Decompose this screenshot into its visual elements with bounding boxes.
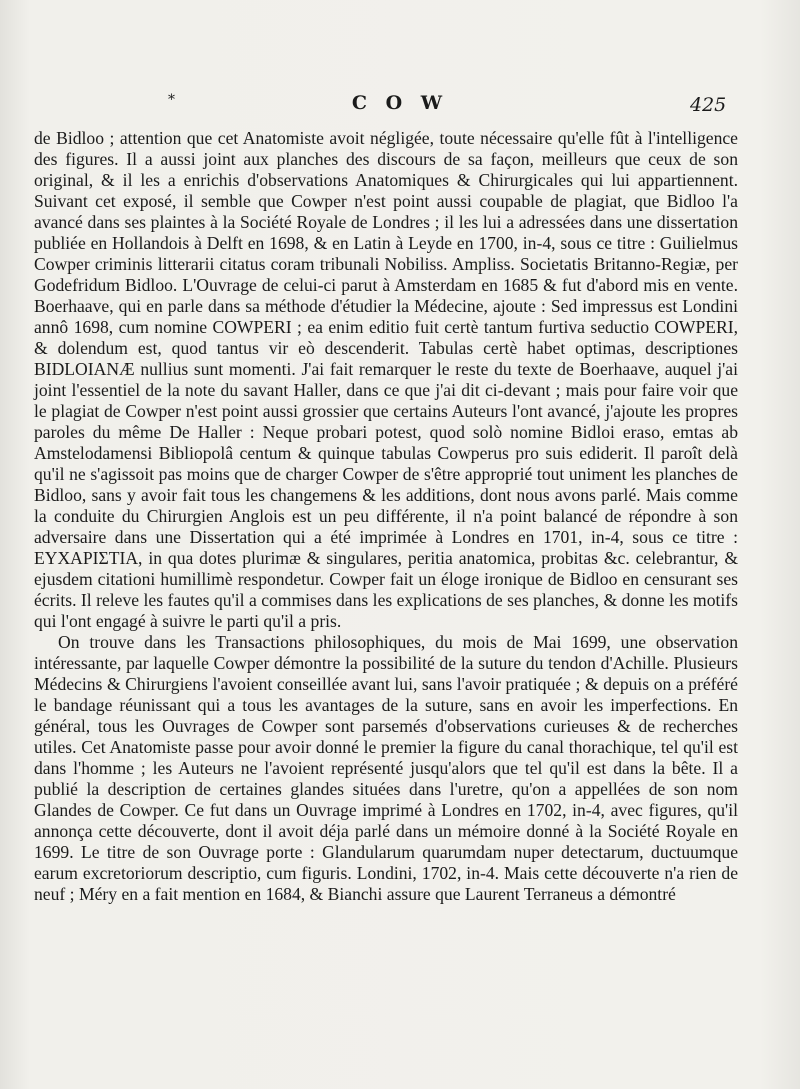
page-header	[0, 92, 800, 122]
ornament-mark: *	[168, 92, 175, 108]
page-number: 425	[690, 94, 727, 116]
paragraph-1: de Bidloo ; attention que cet Anatomiste avoit négligée, toute nécessaire qu'elle fût à l'intelligence des figures. Il a aussi joint aux planches des discours de sa façon, meilleurs que ceux de son original, & il les a enrichis d'observations Anatomiques & Chirurgicales qui lui appartiennent. Suivant cet exposé, il semble que Cowper n'est point aussi coupable de plagiat, que Bidloo l'a avancé dans ses plaintes à la Société Royale de Londres ; il les lui a adressées dans une dissertation publiée en Hollandois à Delft en 1698, & en Latin à Leyde en 1700, in-4, sous ce titre : Guilielmus Cowper criminis litterarii citatus coram tribunali Nobiliss. Ampliss. Societatis Britanno-Regiæ, per Godefridum Bidloo. L'Ouvrage de celui-ci parut à Amsterdam en 1685 & fut d'abord mis en vente. Boerhaave, qui en parle dans sa méthode d'étudier la Médecine, ajoute : Sed impressus est Londini annô 1698, cum nomine COWPERI ; ea enim editio fuit certè tantum furtiva seductio COWPERI, & dolendum est, quod tantus vir eò descenderit. Tabulas certè habet optimas, descriptiones BIDLOIANÆ nullius sunt momenti. J'ai fait remarquer le reste du texte de Boerhaave, auquel j'ai joint l'essentiel de la note du savant Haller, dans ce que j'ai dit ci-devant ; mais pour faire voir que le plagiat de Cowper n'est point aussi grossier que certains Auteurs l'ont avancé, j'ajoute les propres paroles du même De Haller : Neque probari potest, quod solò nomine Bidloi eraso, emtas ab Amstelodamensi Bibliopolâ centum & quinque tabulas Cowperus pro suis ediderit. Il paroît delà qu'il ne s'agissoit pas moins que de charger Cowper de s'être approprié tout uniment les planches de Bidloo, sans y avoir fait tous les changemens & les additions, dont nous avons parlé. Mais comme la conduite du Chirurgien Anglois est un peu différente, il n'a point balancé de répondre à son adversaire dans une Dissertation qui a été imprimée à Londres en 1701, in-4, sous ce titre : ΕΥΧΑΡΙΣΤΙΑ, in qua dotes plurimæ & singulares, peritia anatomica, probitas &c. celebrantur, & ejusdem citationi humillimè respondetur. Cowper fait un éloge ironique de Bidloo en censurant ses écrits. Il releve les fautes qu'il a commises dans les explications de ses planches, & donne les motifs qui l'ont engagé à suivre le parti qu'il a pris.	[34, 128, 738, 631]
body-text	[34, 128, 738, 905]
running-title: C O W	[351, 92, 449, 114]
paragraph-2: On trouve dans les Transactions philosophiques, du mois de Mai 1699, une observation intéressante, par laquelle Cowper démontre la possibilité de la suture du tendon d'Achille. Plusieurs Médecins & Chirurgiens l'avoient conseillée avant lui, sans l'avoir pratiquée ; & depuis on a préféré le bandage réunissant qui a tous les avantages de la suture, sans en avoir les imperfections. En général, tous les Ouvrages de Cowper sont parsemés d'observations curieuses & de recherches utiles. Cet Anatomiste passe pour avoir donné le premier la figure du canal thorachique, tel qu'il est dans l'homme ; les Auteurs ne l'avoient représenté jusqu'alors que tel qu'il est dans la bête. Il a publié la description de certaines glandes situées dans l'uretre, qu'on a appellées de son nom Glandes de Cowper. Ce fut dans un Ouvrage imprimé à Londres en 1702, in-4, avec figures, qu'il annonça cette découverte, dont il avoit déja parlé dans un mémoire donné à la Société Royale en 1699. Le titre de son Ouvrage porte : Glandularum quarumdam nuper detectarum, ductuumque earum excretoriorum descriptio, cum figuris. Londini, 1702, in-4. Mais cette découverte n'a rien de neuf ; Méry en a fait mention en 1684, & Bianchi assure que Laurent Terraneus a démontré	[34, 632, 738, 904]
